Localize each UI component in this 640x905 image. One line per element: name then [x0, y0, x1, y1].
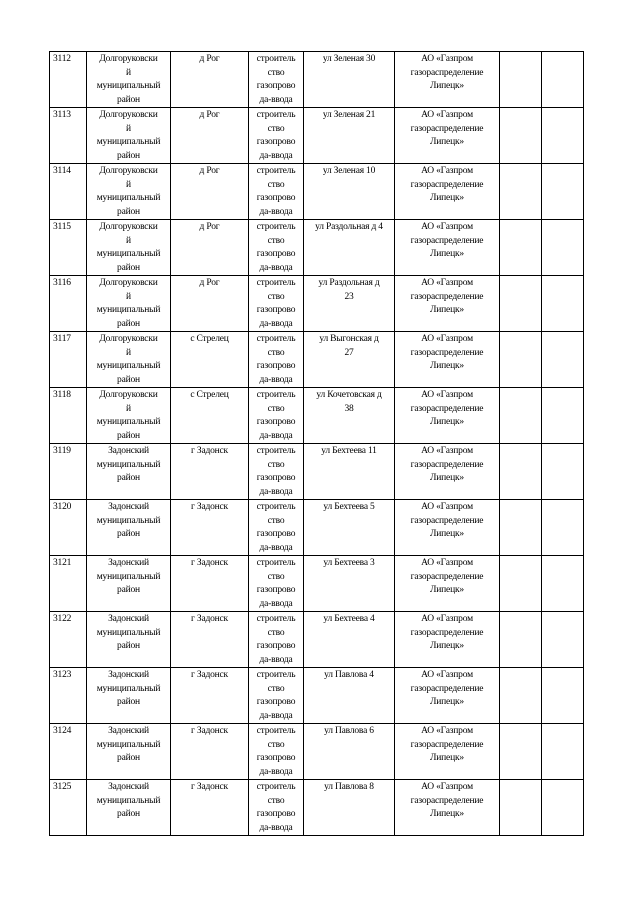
operator-cell: АО «Газпром газораспределение Липецк» [395, 388, 500, 444]
empty-cell [500, 388, 542, 444]
empty-cell [500, 332, 542, 388]
row-number-cell: 3121 [50, 556, 87, 612]
district-cell: Задонский муниципальный район [87, 500, 171, 556]
table-row [50, 780, 584, 836]
address-cell: ул Бехтеева 11 [304, 444, 395, 500]
row-number-cell: 3113 [50, 108, 87, 164]
table-row [50, 220, 584, 276]
work-type-cell: строитель ство газопрово да-ввода [249, 220, 304, 276]
empty-cell [500, 500, 542, 556]
table-body [50, 52, 584, 836]
locality-cell: г Задонск [171, 444, 249, 500]
row-number-cell: 3114 [50, 164, 87, 220]
work-type-cell: строитель ство газопрово да-ввода [249, 668, 304, 724]
locality-cell: г Задонск [171, 500, 249, 556]
row-number-cell: 3117 [50, 332, 87, 388]
operator-cell: АО «Газпром газораспределение Липецк» [395, 108, 500, 164]
locality-cell: д Рог [171, 52, 249, 108]
locality-cell: д Рог [171, 220, 249, 276]
empty-cell [542, 332, 584, 388]
locality-cell: с Стрелец [171, 332, 249, 388]
address-cell: ул Павлова 8 [304, 780, 395, 836]
table-row [50, 500, 584, 556]
row-number-cell: 3122 [50, 612, 87, 668]
table-row [50, 388, 584, 444]
table-row [50, 668, 584, 724]
operator-cell: АО «Газпром газораспределение Липецк» [395, 780, 500, 836]
address-cell: ул Раздольная д 23 [304, 276, 395, 332]
table-row [50, 724, 584, 780]
operator-cell: АО «Газпром газораспределение Липецк» [395, 52, 500, 108]
operator-cell: АО «Газпром газораспределение Липецк» [395, 444, 500, 500]
address-cell: ул Раздольная д 4 [304, 220, 395, 276]
empty-cell [500, 108, 542, 164]
locality-cell: с Стрелец [171, 388, 249, 444]
work-type-cell: строитель ство газопрово да-ввода [249, 724, 304, 780]
locality-cell: д Рог [171, 108, 249, 164]
district-cell: Долгоруковски й муниципальный район [87, 108, 171, 164]
district-cell: Задонский муниципальный район [87, 668, 171, 724]
empty-cell [542, 500, 584, 556]
empty-cell [542, 724, 584, 780]
work-type-cell: строитель ство газопрово да-ввода [249, 52, 304, 108]
locality-cell: г Задонск [171, 612, 249, 668]
district-cell: Долгоруковски й муниципальный район [87, 276, 171, 332]
operator-cell: АО «Газпром газораспределение Липецк» [395, 164, 500, 220]
empty-cell [500, 220, 542, 276]
address-cell: ул Выгонская д 27 [304, 332, 395, 388]
work-type-cell: строитель ство газопрово да-ввода [249, 388, 304, 444]
district-cell: Задонский муниципальный район [87, 556, 171, 612]
empty-cell [542, 220, 584, 276]
table-row [50, 52, 584, 108]
district-cell: Задонский муниципальный район [87, 724, 171, 780]
work-type-cell: строитель ство газопрово да-ввода [249, 108, 304, 164]
empty-cell [500, 52, 542, 108]
address-cell: ул Зеленая 10 [304, 164, 395, 220]
work-type-cell: строитель ство газопрово да-ввода [249, 444, 304, 500]
empty-cell [542, 444, 584, 500]
district-cell: Задонский муниципальный район [87, 612, 171, 668]
operator-cell: АО «Газпром газораспределение Липецк» [395, 220, 500, 276]
table-row [50, 612, 584, 668]
work-type-cell: строитель ство газопрово да-ввода [249, 164, 304, 220]
table-row [50, 332, 584, 388]
empty-cell [542, 612, 584, 668]
work-type-cell: строитель ство газопрово да-ввода [249, 556, 304, 612]
district-cell: Долгоруковски й муниципальный район [87, 388, 171, 444]
address-cell: ул Бехтеева 5 [304, 500, 395, 556]
empty-cell [500, 780, 542, 836]
operator-cell: АО «Газпром газораспределение Липецк» [395, 332, 500, 388]
empty-cell [542, 276, 584, 332]
operator-cell: АО «Газпром газораспределение Липецк» [395, 276, 500, 332]
locality-cell: д Рог [171, 276, 249, 332]
locality-cell: д Рог [171, 164, 249, 220]
empty-cell [542, 780, 584, 836]
table-row [50, 164, 584, 220]
empty-cell [500, 276, 542, 332]
empty-cell [500, 556, 542, 612]
empty-cell [500, 612, 542, 668]
district-cell: Долгоруковски й муниципальный район [87, 164, 171, 220]
district-cell: Долгоруковски й муниципальный район [87, 332, 171, 388]
row-number-cell: 3118 [50, 388, 87, 444]
row-number-cell: 3125 [50, 780, 87, 836]
operator-cell: АО «Газпром газораспределение Липецк» [395, 612, 500, 668]
gasification-table [49, 51, 584, 836]
operator-cell: АО «Газпром газораспределение Липецк» [395, 724, 500, 780]
address-cell: ул Павлова 6 [304, 724, 395, 780]
table-row [50, 556, 584, 612]
address-cell: ул Павлова 4 [304, 668, 395, 724]
empty-cell [500, 164, 542, 220]
district-cell: Задонский муниципальный район [87, 780, 171, 836]
empty-cell [500, 444, 542, 500]
row-number-cell: 3120 [50, 500, 87, 556]
locality-cell: г Задонск [171, 556, 249, 612]
row-number-cell: 3115 [50, 220, 87, 276]
address-cell: ул Бехтеева 4 [304, 612, 395, 668]
locality-cell: г Задонск [171, 668, 249, 724]
row-number-cell: 3124 [50, 724, 87, 780]
empty-cell [542, 556, 584, 612]
empty-cell [500, 724, 542, 780]
empty-cell [542, 164, 584, 220]
district-cell: Долгоруковски й муниципальный район [87, 52, 171, 108]
operator-cell: АО «Газпром газораспределение Липецк» [395, 500, 500, 556]
row-number-cell: 3123 [50, 668, 87, 724]
empty-cell [542, 668, 584, 724]
empty-cell [500, 668, 542, 724]
operator-cell: АО «Газпром газораспределение Липецк» [395, 668, 500, 724]
row-number-cell: 3112 [50, 52, 87, 108]
address-cell: ул Зеленая 21 [304, 108, 395, 164]
table-row [50, 276, 584, 332]
row-number-cell: 3116 [50, 276, 87, 332]
address-cell: ул Бехтеева 3 [304, 556, 395, 612]
empty-cell [542, 108, 584, 164]
locality-cell: г Задонск [171, 724, 249, 780]
table-row [50, 444, 584, 500]
empty-cell [542, 388, 584, 444]
row-number-cell: 3119 [50, 444, 87, 500]
district-cell: Задонский муниципальный район [87, 444, 171, 500]
work-type-cell: строитель ство газопрово да-ввода [249, 612, 304, 668]
locality-cell: г Задонск [171, 780, 249, 836]
work-type-cell: строитель ство газопрово да-ввода [249, 500, 304, 556]
work-type-cell: строитель ство газопрово да-ввода [249, 780, 304, 836]
address-cell: ул Кочетовская д 38 [304, 388, 395, 444]
district-cell: Долгоруковски й муниципальный район [87, 220, 171, 276]
address-cell: ул Зеленая 30 [304, 52, 395, 108]
operator-cell: АО «Газпром газораспределение Липецк» [395, 556, 500, 612]
empty-cell [542, 52, 584, 108]
table-row [50, 108, 584, 164]
work-type-cell: строитель ство газопрово да-ввода [249, 332, 304, 388]
work-type-cell: строитель ство газопрово да-ввода [249, 276, 304, 332]
